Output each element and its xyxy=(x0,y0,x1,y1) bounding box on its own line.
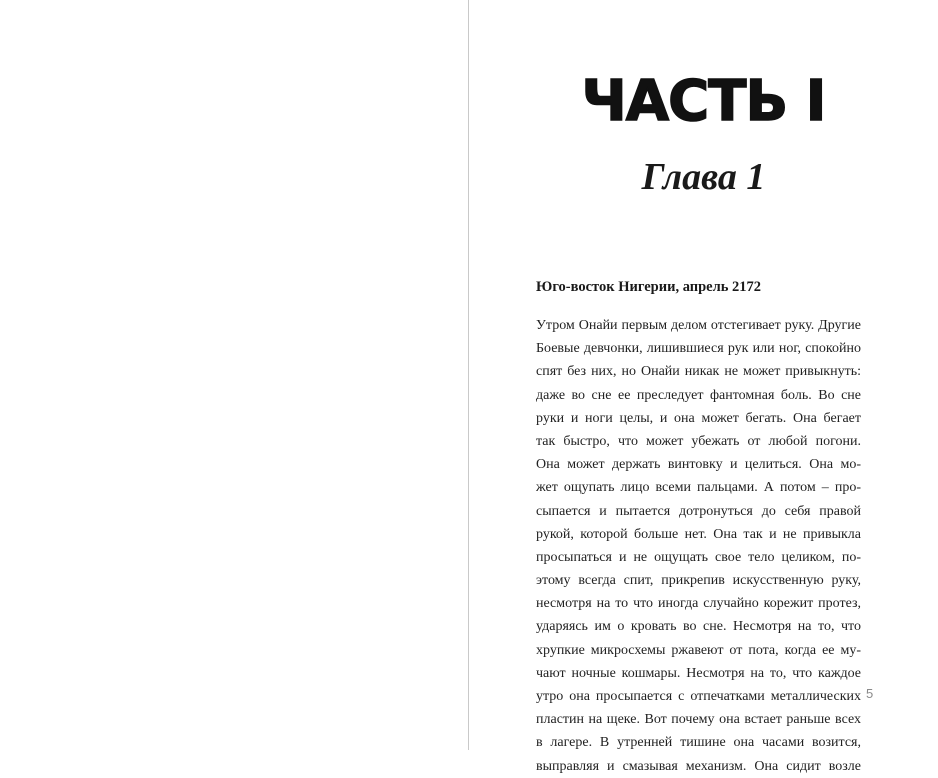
body-line: в лагере. В утренней тишине она часами возится, xyxy=(536,735,861,751)
body-paragraph xyxy=(536,314,861,778)
right-page xyxy=(469,0,938,774)
body-line: ударяясь им о кровать во сне. Несмотря на то, что xyxy=(536,619,861,635)
body-line: этому всегда спит, прикрепив искусственную руку, xyxy=(536,573,861,589)
body-line: жет ощупать лицо всеми пальцами. А потом – про- xyxy=(536,480,861,496)
body-line: рукой, которой больше нет. Она так и не привыкла xyxy=(536,526,861,542)
section-heading: Юго-восток Нигерии, апрель 2172 xyxy=(536,279,762,295)
page-number: 5 xyxy=(866,686,874,701)
body-line: так быстро, что может убежать от любой погони. xyxy=(536,433,861,449)
part-title: ЧАСТЬ I xyxy=(581,69,826,134)
body-line: несмотря на то что иногда случайно корежит протез, xyxy=(536,596,861,612)
body-line: хрупкие микросхемы ржавеют от пота, когда ее му- xyxy=(536,642,861,658)
body-line: спят без них, но Онайи никак не может привыкнуть: xyxy=(536,364,861,380)
body-line: руки и ноги целы, и она может бегать. Она бегает xyxy=(536,410,861,426)
body-line: Боевые девчонки, лишившиеся рук или ног, спокойно xyxy=(536,341,861,357)
body-line: Она может держать винтовку и целиться. Она мо- xyxy=(536,457,861,473)
left-page-blank xyxy=(0,0,468,750)
body-line: просыпаться и не ощущать свое тело целиком, по- xyxy=(536,549,861,565)
body-line: чают ночные кошмары. Несмотря на то, что каждое xyxy=(536,665,861,681)
body-line: пластин на щеке. Вот почему она встает раньше всех xyxy=(536,712,861,728)
chapter-title: Глава 1 xyxy=(641,156,766,198)
body-line: выправляя и смазывая механизм. Она сидит возле xyxy=(536,758,861,774)
body-line: Утром Онайи первым делом отстегивает руку. Другие xyxy=(536,318,861,333)
body-line: сыпается и пытается дотронуться до себя правой xyxy=(536,503,861,519)
body-line: утро она просыпается с отпечатками металлических xyxy=(536,689,861,704)
body-line: даже во сне ее преследует фантомная боль. Во сне xyxy=(536,387,861,403)
